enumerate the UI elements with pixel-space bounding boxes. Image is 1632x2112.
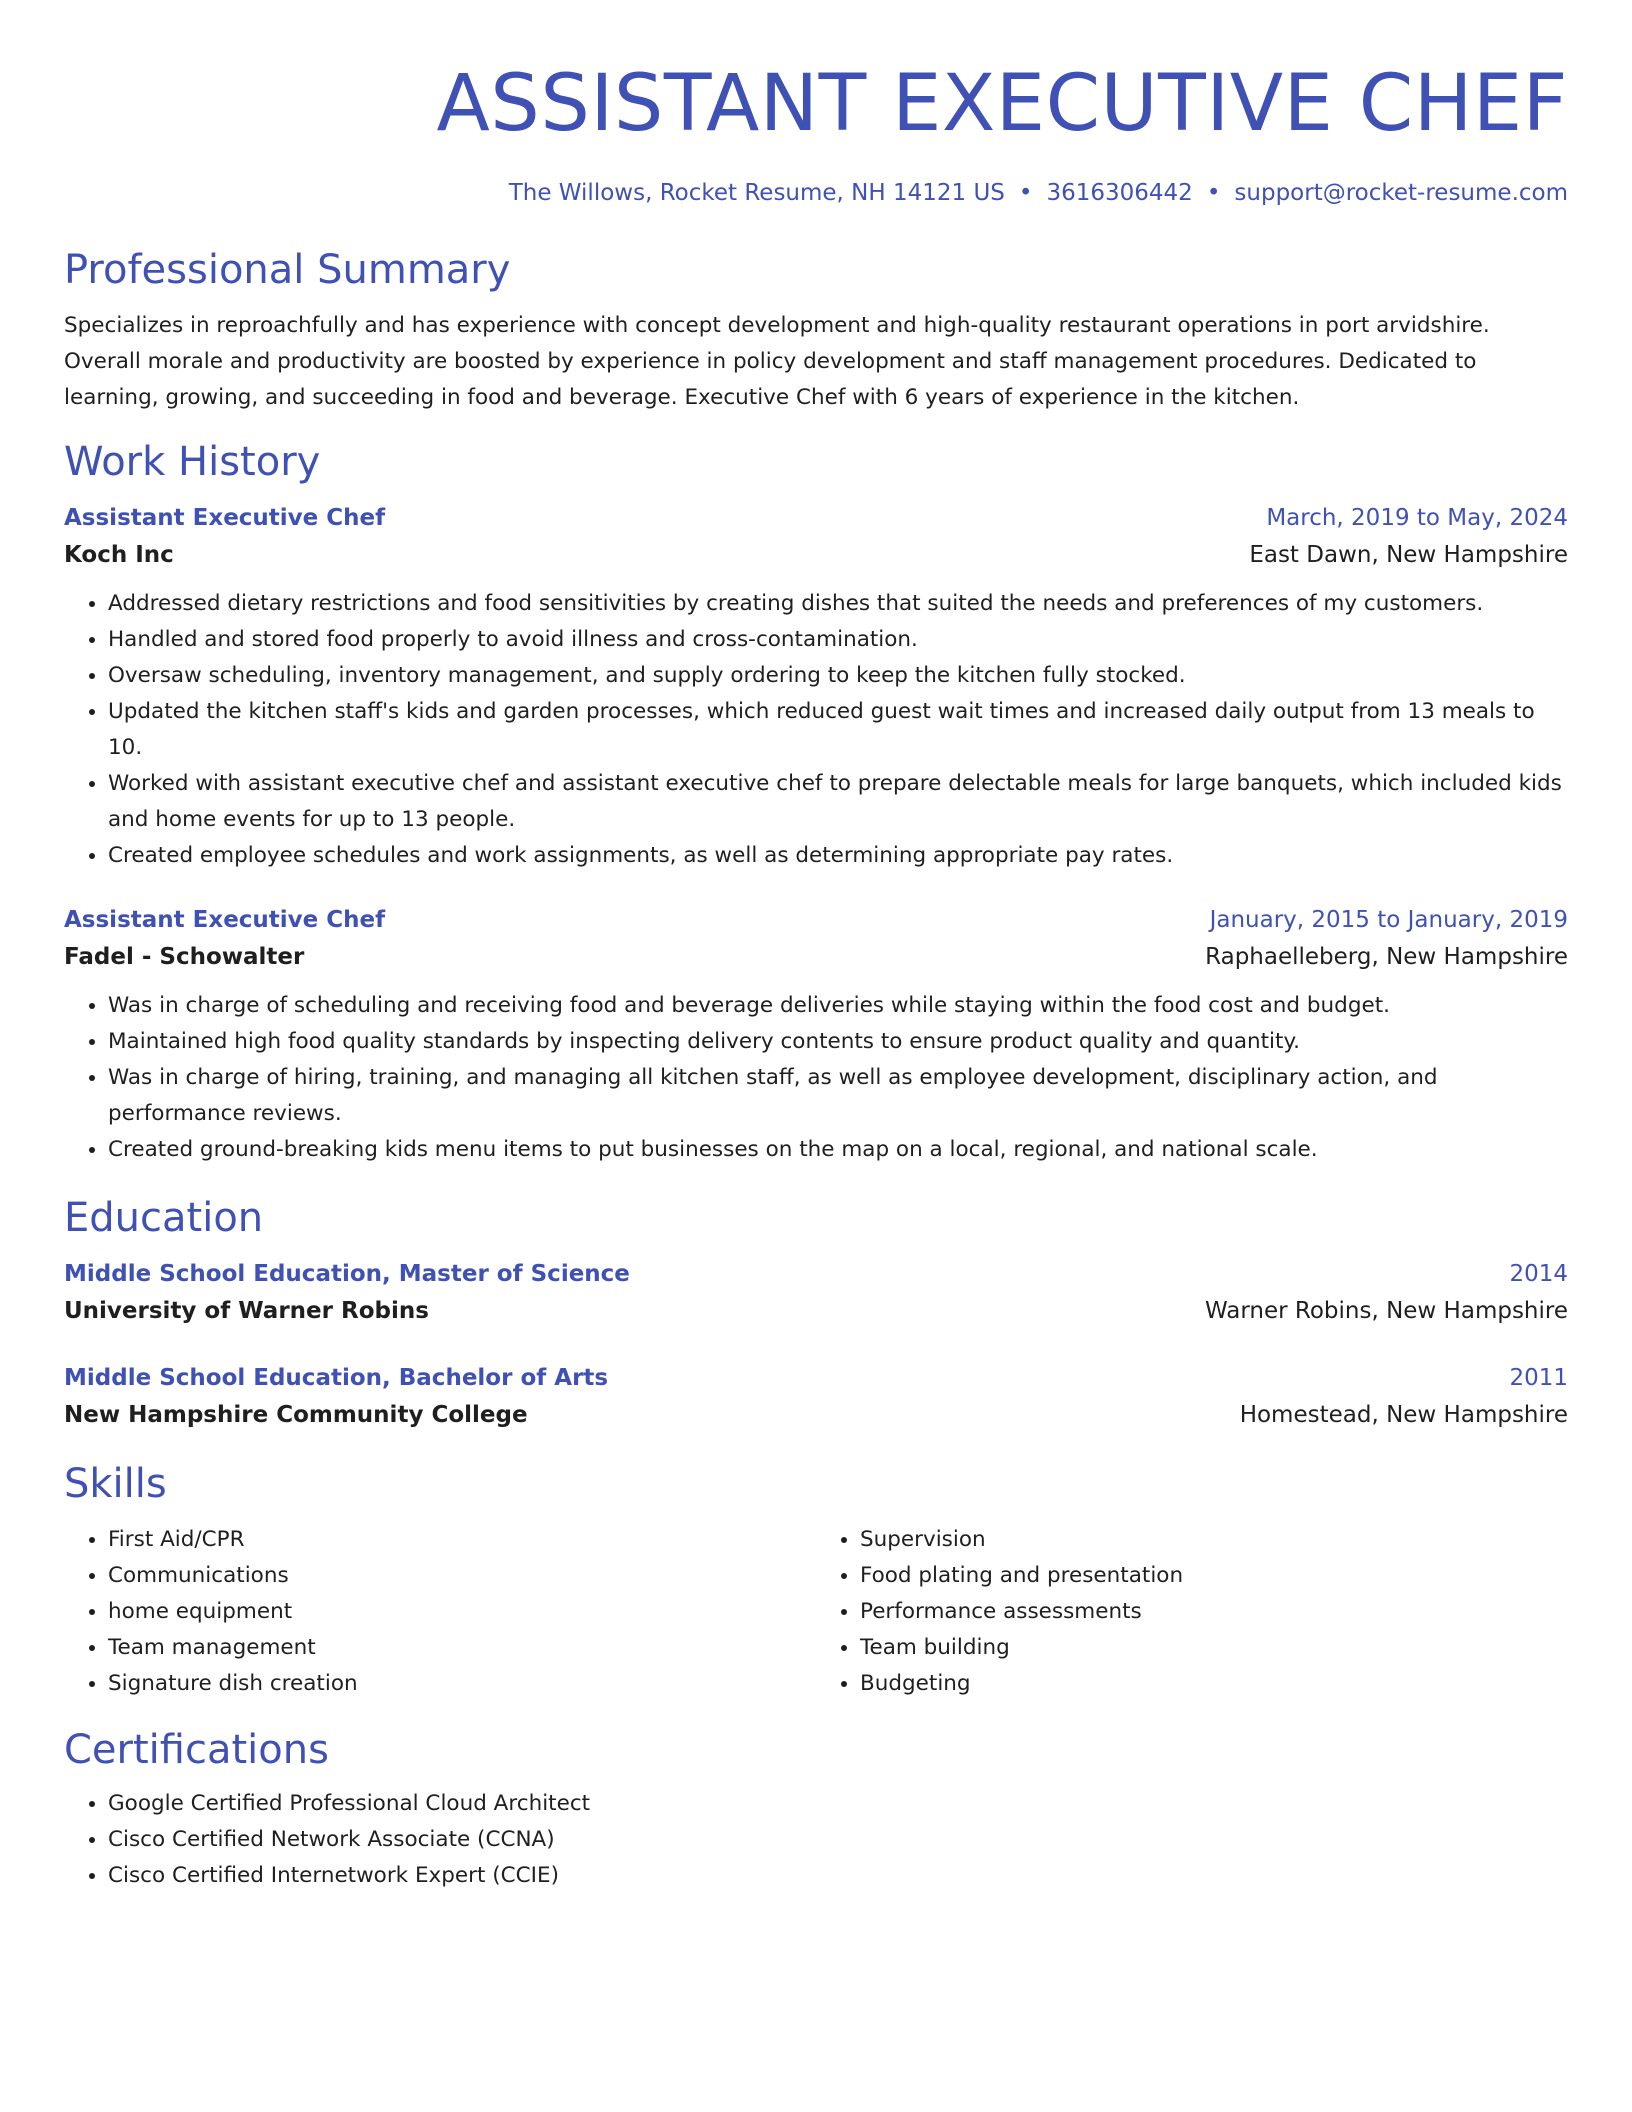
education-year: 2014 [1509, 1261, 1568, 1287]
job-dates: March, 2019 to May, 2024 [1266, 505, 1568, 531]
education-degree: Middle School Education, Master of Science [64, 1261, 630, 1287]
contact-phone: 3616306442 [1046, 180, 1193, 206]
list-item: • Oversaw scheduling, inventory management, and supply ordering to keep the kitchen fully stocked. [108, 658, 1568, 694]
job-entry [64, 902, 1568, 1168]
job-company: Koch Inc [64, 542, 174, 568]
list-item: • Updated the kitchen staff's kids and garden processes, which reduced guest wait times and increased daily output from 13 meals to 10. [108, 694, 1568, 766]
list-item: • Communications [108, 1558, 816, 1594]
job-duties-list [64, 988, 1568, 1168]
job-entry [64, 500, 1568, 874]
contact-separator: • [1018, 180, 1033, 206]
education-entry [64, 1360, 1568, 1434]
list-item: • Was in charge of hiring, training, and managing all kitchen staff, as well as employee development, disciplinary action, and performance reviews. [108, 1060, 1568, 1132]
list-item: • Cisco Certified Internetwork Expert (CCIE) [108, 1858, 1568, 1894]
skills-grid [64, 1522, 1568, 1702]
list-item: • Supervision [860, 1522, 1568, 1558]
list-item: • Addressed dietary restrictions and food sensitivities by creating dishes that suited the needs and preferences of my customers. [108, 586, 1568, 622]
education-degree: Middle School Education, Bachelor of Arts [64, 1365, 609, 1391]
candidate-title: ASSISTANT EXECUTIVE CHEF [436, 59, 1568, 149]
education-school: University of Warner Robins [64, 1298, 429, 1324]
job-dates: January, 2015 to January, 2019 [1209, 907, 1568, 933]
list-item: • Cisco Certified Network Associate (CCNA) [108, 1822, 1568, 1858]
resume-header [64, 0, 1568, 208]
education-school: New Hampshire Community College [64, 1402, 528, 1428]
list-item: • Created employee schedules and work assignments, as well as determining appropriate pay rates. [108, 838, 1568, 874]
list-item: • Signature dish creation [108, 1666, 816, 1702]
summary-heading: Professional Summary [64, 247, 511, 293]
list-item: • Maintained high food quality standards by inspecting delivery contents to ensure product quality and quantity. [108, 1024, 1568, 1060]
list-item: • Performance assessments [860, 1594, 1568, 1630]
contact-address: The Willows, Rocket Resume, NH 14121 US [508, 180, 1005, 206]
education-location: Homestead, New Hampshire [1239, 1402, 1568, 1428]
job-role: Assistant Executive Chef [64, 505, 386, 531]
education-entry [64, 1256, 1568, 1330]
list-item: • Budgeting [860, 1666, 1568, 1702]
list-item: • home equipment [108, 1594, 816, 1630]
education-heading: Education [64, 1195, 264, 1241]
summary-text: Specializes in reproachfully and has experience with concept development and high-quality restaurant operations in port arvidshire. Overall morale and productivity are boosted by experience in policy development and staff management procedures. Dedicated to learning, growing, and succeeding in food and beverage. Executive Chef with 6 years of experience in the kitchen. [64, 313, 1490, 410]
contact-email: support@rocket-resume.com [1234, 180, 1568, 206]
job-company: Fadel - Schowalter [64, 944, 305, 970]
list-item: • Food plating and presentation [860, 1558, 1568, 1594]
list-item: • Worked with assistant executive chef and assistant executive chef to prepare delectable meals for large banquets, which included kids and home events for up to 13 people. [108, 766, 1568, 838]
certifications-heading: Certifications [64, 1727, 329, 1773]
education-location: Warner Robins, New Hampshire [1204, 1298, 1568, 1324]
list-item: • Team building [860, 1630, 1568, 1666]
list-item: • Created ground-breaking kids menu items to put businesses on the map on a local, regional, and national scale. [108, 1132, 1568, 1168]
job-role: Assistant Executive Chef [64, 907, 386, 933]
work-history-heading: Work History [64, 439, 321, 485]
job-location: East Dawn, New Hampshire [1249, 542, 1568, 568]
contact-separator: • [1206, 180, 1221, 206]
list-item: • Google Certified Professional Cloud Architect [108, 1786, 1568, 1822]
skills-list-right [816, 1522, 1568, 1702]
skills-list-left [64, 1522, 816, 1702]
skills-heading: Skills [64, 1461, 167, 1507]
certifications-list [64, 1786, 1568, 1894]
contact-line [64, 178, 1568, 208]
list-item: • Team management [108, 1630, 816, 1666]
list-item: • Was in charge of scheduling and receiving food and beverage deliveries while staying within the food cost and budget. [108, 988, 1568, 1024]
list-item: • Handled and stored food properly to avoid illness and cross-contamination. [108, 622, 1568, 658]
job-duties-list [64, 586, 1568, 874]
education-year: 2011 [1509, 1365, 1568, 1391]
list-item: • First Aid/CPR [108, 1522, 816, 1558]
job-location: Raphaelleberg, New Hampshire [1205, 944, 1568, 970]
